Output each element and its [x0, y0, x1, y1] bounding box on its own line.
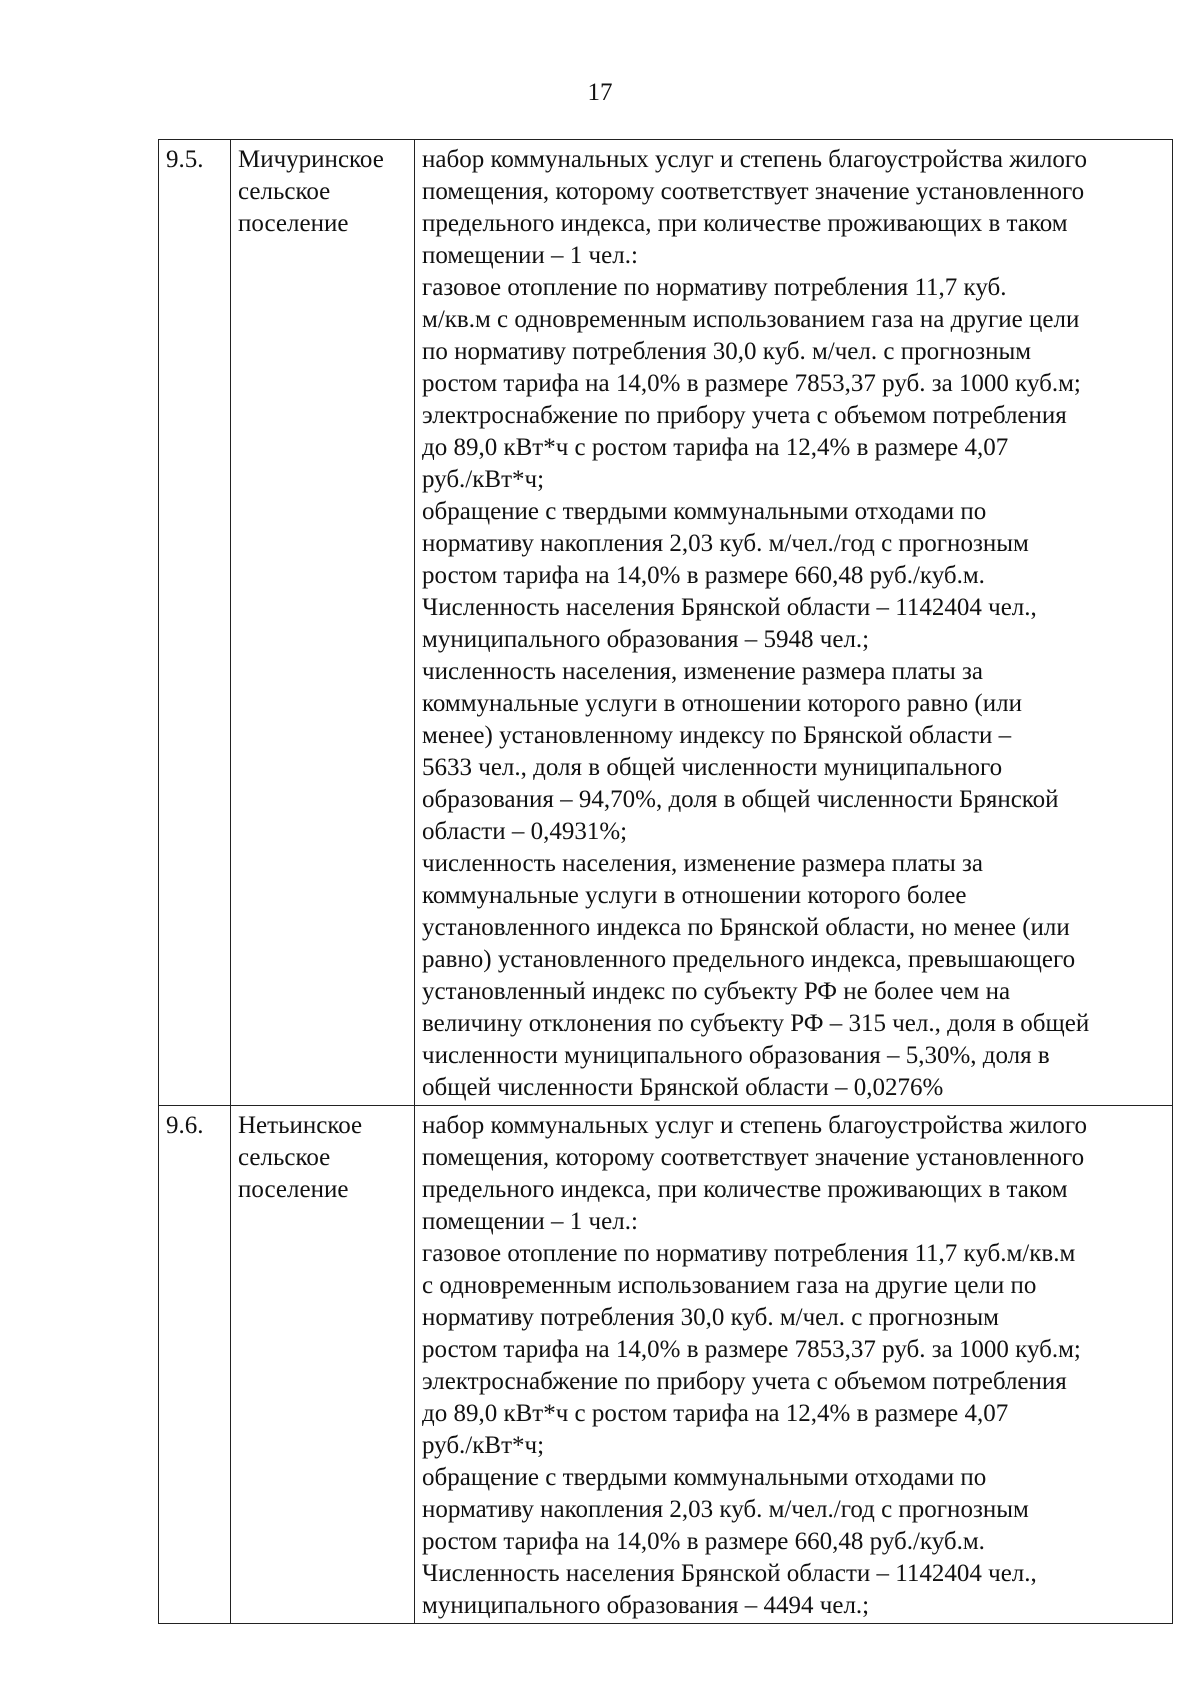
settlement-name-line: Нетьинское: [238, 1112, 363, 1139]
description-line: до 89,0 кВт*ч с ростом тарифа на 12,4% в размере 4,07: [422, 1400, 1009, 1427]
description-line: менее) установленному индексу по Брянской области –: [422, 722, 1012, 749]
table-row: [159, 1106, 1173, 1624]
description-cell: [415, 1106, 1173, 1624]
settlement-name-line: поселение: [238, 210, 349, 237]
description-line: общей численности Брянской области – 0,0276%: [422, 1074, 944, 1101]
description-line: помещения, которому соответствует значение установленного: [422, 1144, 1085, 1171]
description-line: руб./кВт*ч;: [422, 1432, 545, 1459]
description-line: набор коммунальных услуг и степень благоустройства жилого: [422, 1112, 1087, 1139]
settlement-name-line: сельское: [238, 1144, 331, 1171]
description-line: равно) установленного предельного индекса, превышающего: [422, 946, 1076, 973]
row-number: 9.6.: [166, 1112, 204, 1139]
description-line: помещении – 1 чел.:: [422, 1208, 638, 1235]
description-line: установленного индекса по Брянской области, но менее (или: [422, 914, 1070, 941]
description-line: с одновременным использованием газа на другие цели по: [422, 1272, 1037, 1299]
description-line: Численность населения Брянской области – 1142404 чел.,: [422, 1560, 1037, 1587]
description-line: образования – 94,70%, доля в общей численности Брянской: [422, 786, 1059, 813]
description-line: величину отклонения по субъекту РФ – 315 чел., доля в общей: [422, 1010, 1090, 1037]
description-line: коммунальные услуги в отношении которого равно (или: [422, 690, 1022, 717]
description-line: газовое отопление по нормативу потребления 11,7 куб.: [422, 274, 1007, 301]
table-body: [159, 140, 1173, 1624]
description-line: до 89,0 кВт*ч с ростом тарифа на 12,4% в размере 4,07: [422, 434, 1009, 461]
description-line: 5633 чел., доля в общей численности муниципального: [422, 754, 1003, 781]
description-line: муниципального образования – 5948 чел.;: [422, 626, 870, 653]
settlement-name-line: сельское: [238, 178, 331, 205]
description-line: помещения, которому соответствует значение установленного: [422, 178, 1085, 205]
description-line: газовое отопление по нормативу потребления 11,7 куб.м/кв.м: [422, 1240, 1076, 1267]
description-line: муниципального образования – 4494 чел.;: [422, 1592, 870, 1619]
row-number-cell: [159, 140, 231, 1106]
description-line: численность населения, изменение размера платы за: [422, 658, 983, 685]
description-line: м/кв.м с одновременным использованием газа на другие цели: [422, 306, 1080, 333]
settlement-name-line: Мичуринское: [238, 146, 384, 173]
description-line: обращение с твердыми коммунальными отходами по: [422, 1464, 987, 1491]
settlement-name-cell: [231, 1106, 415, 1624]
description-line: нормативу накопления 2,03 куб. м/чел./год с прогнозным: [422, 1496, 1029, 1523]
description-line: установленный индекс по субъекту РФ не более чем на: [422, 978, 1011, 1005]
description-line: области – 0,4931%;: [422, 818, 628, 845]
description-line: ростом тарифа на 14,0% в размере 7853,37 руб. за 1000 куб.м;: [422, 370, 1081, 397]
description-line: руб./кВт*ч;: [422, 466, 545, 493]
description-line: помещении – 1 чел.:: [422, 242, 638, 269]
description-line: по нормативу потребления 30,0 куб. м/чел. с прогнозным: [422, 338, 1032, 365]
description-line: предельного индекса, при количестве проживающих в таком: [422, 1176, 1068, 1203]
description-line: ростом тарифа на 14,0% в размере 7853,37 руб. за 1000 куб.м;: [422, 1336, 1081, 1363]
description-line: обращение с твердыми коммунальными отходами по: [422, 498, 987, 525]
description-line: численности муниципального образования – 5,30%, доля в: [422, 1042, 1050, 1069]
description-line: численность населения, изменение размера платы за: [422, 850, 983, 877]
description-line: предельного индекса, при количестве проживающих в таком: [422, 210, 1068, 237]
table-row: [159, 140, 1173, 1106]
settlement-name-line: поселение: [238, 1176, 349, 1203]
settlement-name-cell: [231, 140, 415, 1106]
description-line: электроснабжение по прибору учета с объемом потребления: [422, 402, 1067, 429]
description-line: электроснабжение по прибору учета с объемом потребления: [422, 1368, 1067, 1395]
row-number-cell: [159, 1106, 231, 1624]
description-cell: [415, 140, 1173, 1106]
description-line: нормативу потребления 30,0 куб. м/чел. с прогнозным: [422, 1304, 999, 1331]
page-number: 17: [587, 79, 613, 106]
description-line: набор коммунальных услуг и степень благоустройства жилого: [422, 146, 1087, 173]
municipal-index-table: [158, 139, 1173, 1624]
description-line: коммунальные услуги в отношении которого более: [422, 882, 967, 909]
description-line: ростом тарифа на 14,0% в размере 660,48 руб./куб.м.: [422, 562, 985, 589]
row-number: 9.5.: [166, 146, 204, 173]
description-line: Численность населения Брянской области – 1142404 чел.,: [422, 594, 1037, 621]
description-line: нормативу накопления 2,03 куб. м/чел./год с прогнозным: [422, 530, 1029, 557]
description-line: ростом тарифа на 14,0% в размере 660,48 руб./куб.м.: [422, 1528, 985, 1555]
